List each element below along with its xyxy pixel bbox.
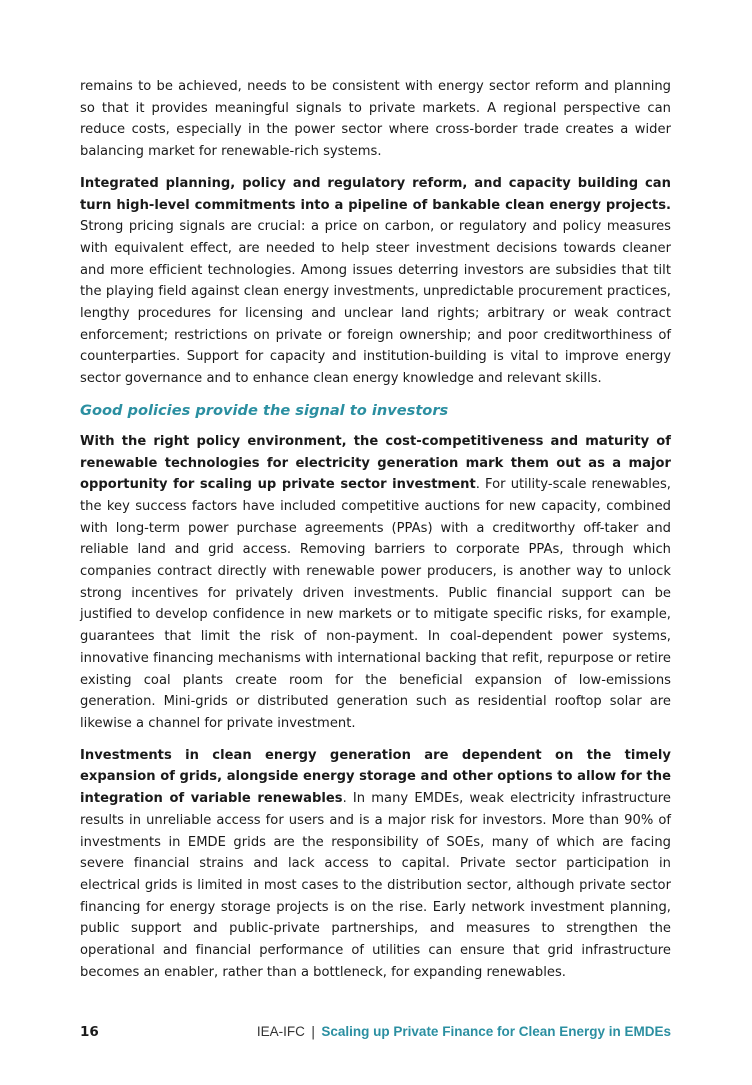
paragraph-body: remains to be achieved, needs to be consistent with energy sector reform and planning so that it provides meaningful signals to private markets. A regional perspective can reduce costs, especially in the power sector where cross-border trade creates a wider balancing market for renewable-rich systems.	[80, 79, 671, 160]
paragraph-lead: Integrated planning, policy and regulatory reform, and capacity building can turn high-level commitments into a pipeline of bankable clean energy projects.	[80, 175, 671, 213]
section-heading: Good policies provide the signal to investors	[80, 401, 449, 419]
page-footer	[80, 1021, 671, 1043]
paragraph-body: . For utility-scale renewables, the key success factors have included competitive auctions for new capacity, combined with long-term power purchase agreements (PPAs) with a creditworthy off-taker and reliable land and grid access. Removing barriers to corporate PPAs, through which companies contract directly with renewable power producers, is another way to unlock strong incentives for privately driven investments. Public financial support can be justified to develop confidence in new markets or to mitigate specific risks, for example, guarantees that limit the risk of non-payment. In coal-dependent power systems, innovative financing mechanisms with international backing that refit, repurpose or retire existing coal plants create room for the beneficial expansion of low-emissions generation. Mini-grids or distributed generation such as residential rooftop solar are likewise a channel for private investment.	[80, 477, 671, 731]
paragraph-body: Strong pricing signals are crucial: a price on carbon, or regulatory and policy measures with equivalent effect, are needed to help steer investment decisions towards cleaner and more efficient technologies. Among issues deterring investors are subsidies that tilt the playing field against clean energy investments, unpredictable procurement practices, lengthy procedures for licensing and unclear land rights; arbitrary or weak contract enforcement; restrictions on private or foreign ownership; and poor creditworthiness of counterparties. Support for capacity and institution-building is vital to improve energy sector governance and to enhance clean energy knowledge and relevant skills.	[80, 219, 671, 387]
page-number: 16	[80, 1024, 99, 1040]
footer-organization: IEA-IFC	[256, 1024, 305, 1039]
page-body	[80, 76, 671, 993]
paragraph-continuation	[80, 76, 671, 163]
footer-separator: |	[310, 1024, 316, 1040]
paragraph-integrated-planning	[80, 173, 671, 390]
paragraph-grid-investments	[80, 745, 671, 984]
paragraph-lead: Investments in clean energy generation are dependent on the timely expansion of grids, alongside energy storage and other options to allow for the integration of variable renewables	[80, 747, 671, 807]
footer-report-title: Scaling up Private Finance for Clean Energy in EMDEs	[321, 1024, 671, 1039]
footer-citation	[257, 1021, 671, 1043]
paragraph-body: . In many EMDEs, weak electricity infrastructure results in unreliable access for users and is a major risk for investors. More than 90% of investments in EMDE grids are the responsibility of SOEs, many of which are facing severe financial strains and lack access to capital. Private sector participation in electrical grids is limited in most cases to the distribution sector, although private sector financing for energy storage projects is on the rise. Early network investment planning, public support and public-private partnerships, and measures to strengthen the operational and financial performance of utilities can ensure that grid infrastructure becomes an enabler, rather than a bottleneck, for expanding renewables.	[80, 791, 671, 980]
paragraph-lead: With the right policy environment, the cost-competitiveness and maturity of renewable technologies for electricity generation mark them out as a major opportunity for scaling up private sector investment	[80, 433, 671, 493]
paragraph-policy-environment	[80, 431, 671, 735]
